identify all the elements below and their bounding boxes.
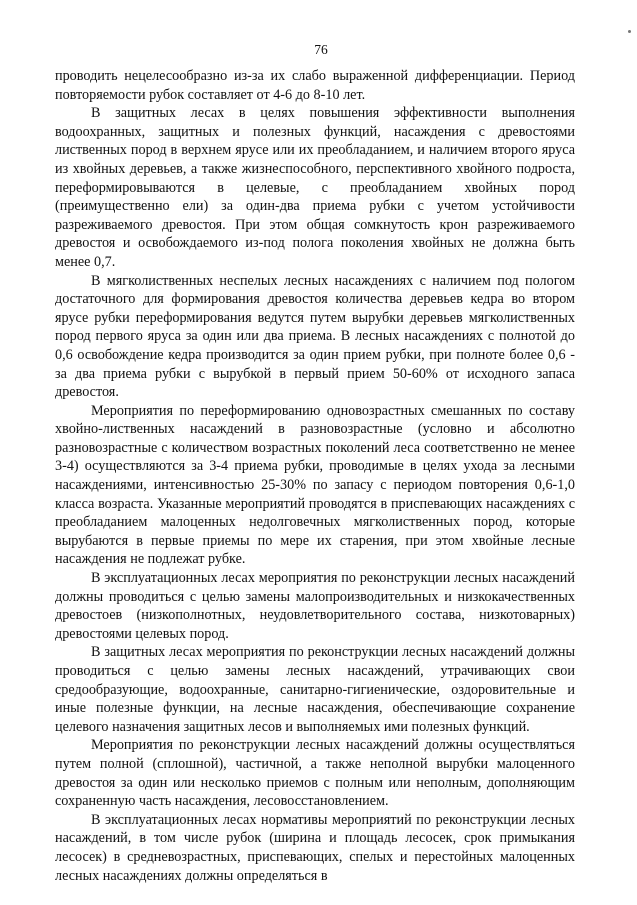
paragraph-3: В мягколиственных неспелых лесных насаждениях с наличием под пологом достаточного для формирования древостоя количества деревьев кедра во втором ярусе рубки переформирования ведутся путем вырубки деревьев мягколиственных пород первого яруса за один или два приема. В лесных насаждениях с полнотой до 0,6 освобождение кедра производится за один прием рубки, при полноте более 0,6 - за два приема рубки с вырубкой в первый прием 50-60% от исходного запаса древостоя. (55, 272, 575, 401)
paragraph-8: В эксплуатационных лесах нормативы мероприятий по реконструкции лесных насаждений, в том числе рубок (ширина и площадь лесосек, срок примыкания лесосек) в средневозрастных, приспевающих, спелых и перестойных малоценных лесных насаждениях должны определяться в (55, 811, 575, 884)
paragraph-2: В защитных лесах в целях повышения эффективности выполнения водоохранных, защитных и полезных функций, насаждения с древостоями лиственных пород в верхнем ярусе или их преобладанием, и наличием второго яруса из хвойных деревьев, а также жизнеспособного, перспективного хвойного подроста, переформировываются в целевые, с преобладанием хвойных пород (преимущественно ели) за один-два приема рубки с учетом устойчивости разреживаемого древостоя. При этом общая сомкнутость крон разреживаемого древостоя и освобождаемого из-под полога поколения хвойных не должна быть менее 0,7. (55, 105, 575, 270)
page-number: 76 (314, 42, 328, 57)
paragraph-1: проводить нецелесообразно из-за их слабо выраженной дифференциации. Период повторяемости рубок составляет от 4-6 до 8-10 лет. (55, 68, 575, 103)
paragraph-5: В эксплуатационных лесах мероприятия по реконструкции лесных насаждений должны проводиться с целью замены малопроизводительных и низкокачественных древостоев (низкополнотных, неудовлетворительного состава, низкотоварных) древостоями целевых пород. (55, 570, 575, 642)
paragraph-6: В защитных лесах мероприятия по реконструкции лесных насаждений должны проводиться с целью замены лесных насаждений, утрачивающих свои средообразующие, водоохранные, санитарно-гигиенические, оздоровительные и иные полезные функции, на лесные насаждения, обеспечивающие сохранение целевого назначения защитных лесов и выполняемых ими полезных функций. (55, 644, 575, 735)
scan-speck (628, 30, 631, 33)
paragraph-4: Мероприятия по переформированию одновозрастных смешанных по составу хвойно-лиственных насаждений в разновозрастные (условно и абсолютно разновозрастные с количеством возрастных поколений леса соответственно не менее 3-4) осуществляются за 3-4 приема рубки, проводимые в целях ухода за лесными насаждениями, интенсивностью 25-30% по запасу с периодом повторения 0,6-1,0 класса возраста. Указанные мероприятий проводятся в приспевающих насаждениях с преобладанием малоценных недолговечных мягколиственных пород, которые вырубаются в первые приемы по мере их старения, при этом хвойные лесные насаждения не подлежат рубке. (55, 402, 575, 568)
paragraph-7: Мероприятия по реконструкции лесных насаждений должны осуществляться путем полной (сплошной), частичной, а также неполной вырубки малоценного древостоя за один или несколько приемов с полным или неполным, дополняющим сохраненную часть насаждения, лесовосстановлением. (55, 737, 575, 810)
